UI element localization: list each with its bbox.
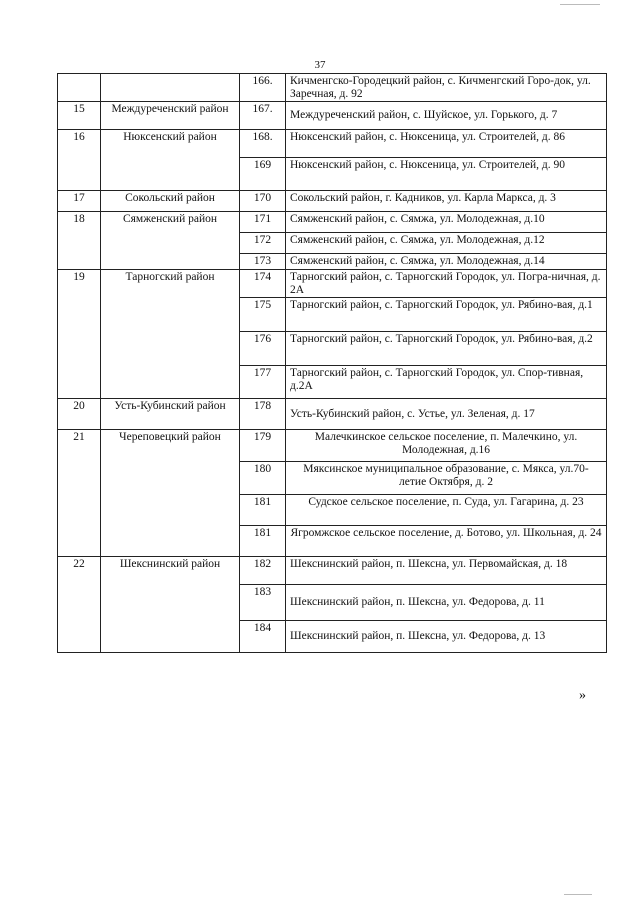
table-row	[58, 130, 607, 158]
entry-address: Малечкинское сельское поселение, п. Малечкино, ул. Молодежная, д.16	[286, 430, 607, 462]
row-number: 19	[58, 270, 101, 399]
district-name: Нюксенский район	[101, 130, 240, 191]
table-row	[58, 191, 607, 212]
table-row	[58, 557, 607, 585]
entry-address: Сямженский район, с. Сямжа, ул. Молодежная, д.12	[286, 233, 607, 254]
entry-index: 176	[240, 332, 286, 366]
closing-quote: »	[579, 688, 586, 703]
entry-address: Тарногский район, с. Тарногский Городок, ул. Рябино-вая, д.2	[286, 332, 607, 366]
entry-address: Судское сельское поселение, п. Суда, ул. Гагарина, д. 23	[286, 495, 607, 526]
table-row	[58, 74, 607, 102]
entry-address: Шекснинский район, п. Шексна, ул. Первомайская, д. 18	[286, 557, 607, 585]
entry-address: Шекснинский район, п. Шексна, ул. Федорова, д. 11	[286, 585, 607, 621]
entry-index: 169	[240, 158, 286, 191]
entry-index: 172	[240, 233, 286, 254]
entry-index: 183	[240, 585, 286, 621]
entry-address: Мяксинское муниципальное образование, с. Мякса, ул.70-летие Октября, д. 2	[286, 462, 607, 495]
entry-address: Шекснинский район, п. Шексна, ул. Федорова, д. 13	[286, 621, 607, 653]
entry-address: Сямженский район, с. Сямжа, ул. Молодежная, д.14	[286, 254, 607, 270]
row-number: 22	[58, 557, 101, 653]
row-number: 20	[58, 399, 101, 430]
row-number: 21	[58, 430, 101, 557]
table-row	[58, 102, 607, 130]
district-name	[101, 74, 240, 102]
district-name: Усть-Кубинский район	[101, 399, 240, 430]
row-number: 18	[58, 212, 101, 270]
entry-index: 184	[240, 621, 286, 653]
entry-index: 171	[240, 212, 286, 233]
entry-index: 168.	[240, 130, 286, 158]
entry-index: 181	[240, 526, 286, 557]
row-number: 17	[58, 191, 101, 212]
entry-index: 178	[240, 399, 286, 430]
entry-index: 177	[240, 366, 286, 399]
entry-address: Ягромжское сельское поселение, д. Ботово, ул. Школьная, д. 24	[286, 526, 607, 557]
table-row	[58, 270, 607, 298]
district-name: Сямженский район	[101, 212, 240, 270]
entry-address: Усть-Кубинский район, с. Устье, ул. Зеленая, д. 17	[286, 399, 607, 430]
entry-index: 174	[240, 270, 286, 298]
table-body	[58, 74, 607, 653]
entry-address: Сокольский район, г. Кадников, ул. Карла Маркса, д. 3	[286, 191, 607, 212]
table-row	[58, 399, 607, 430]
entry-index: 166.	[240, 74, 286, 102]
entry-index: 167.	[240, 102, 286, 130]
district-name: Череповецкий район	[101, 430, 240, 557]
entry-index: 180	[240, 462, 286, 495]
entry-address: Междуреченский район, с. Шуйское, ул. Горького, д. 7	[286, 102, 607, 130]
row-number: 16	[58, 130, 101, 191]
district-name: Междуреченский район	[101, 102, 240, 130]
entry-index: 170	[240, 191, 286, 212]
row-number	[58, 74, 101, 102]
entry-index: 175	[240, 298, 286, 332]
entry-address: Нюксенский район, с. Нюксеница, ул. Строителей, д. 86	[286, 130, 607, 158]
entry-address: Тарногский район, с. Тарногский Городок, ул. Погра-ничная, д. 2А	[286, 270, 607, 298]
entry-address: Тарногский район, с. Тарногский Городок, ул. Рябино-вая, д.1	[286, 298, 607, 332]
entry-address: Кичменгско-Городецкий район, с. Кичменгский Горо-док, ул. Заречная, д. 92	[286, 74, 607, 102]
entry-index: 173	[240, 254, 286, 270]
entry-index: 182	[240, 557, 286, 585]
page-number: 37	[314, 59, 326, 71]
address-table	[57, 73, 607, 653]
scan-edge-mark-bottom	[564, 894, 592, 901]
district-name: Сокольский район	[101, 191, 240, 212]
table-row	[58, 212, 607, 233]
entry-index: 179	[240, 430, 286, 462]
scan-edge-mark	[560, 0, 600, 5]
row-number: 15	[58, 102, 101, 130]
entry-address: Сямженский район, с. Сямжа, ул. Молодежная, д.10	[286, 212, 607, 233]
district-name: Тарногский район	[101, 270, 240, 399]
entry-address: Тарногский район, с. Тарногский Городок, ул. Спор-тивная, д.2А	[286, 366, 607, 399]
entry-address: Нюксенский район, с. Нюксеница, ул. Строителей, д. 90	[286, 158, 607, 191]
table-row	[58, 430, 607, 462]
entry-index: 181	[240, 495, 286, 526]
district-name: Шекснинский район	[101, 557, 240, 653]
